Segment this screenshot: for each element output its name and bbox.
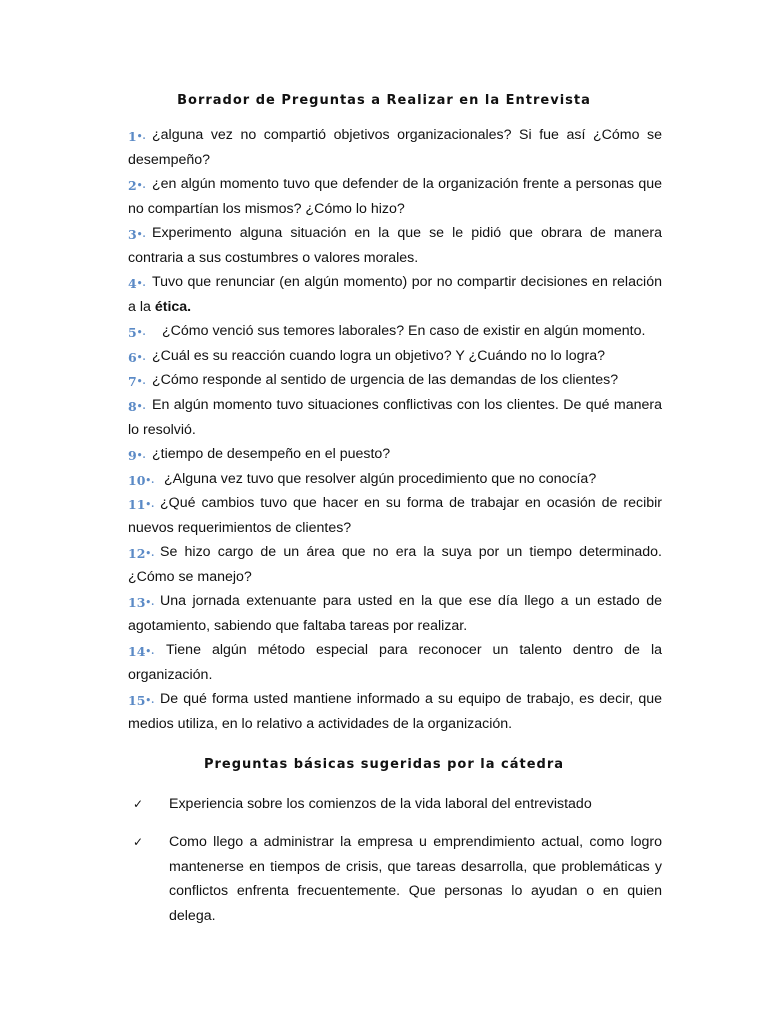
question-number: 6•. (128, 350, 146, 365)
checklist-item (133, 830, 662, 928)
question-number: 1•. (128, 129, 146, 144)
question-item (128, 638, 662, 687)
question-number: 9•. (128, 448, 146, 463)
question-item (128, 123, 662, 172)
checklist-item (133, 792, 662, 817)
question-number: 13•. (128, 595, 155, 610)
question-item (128, 172, 662, 221)
question-item (128, 221, 662, 270)
bold-word: ética. (154, 298, 192, 315)
question-text: Una jornada extenuante para usted en la que ese día llego a un estado de agotamiento, sabiendo que faltaba tareas por realizar. (128, 593, 662, 634)
question-item (128, 467, 662, 492)
question-text: Tiene algún método especial para reconocer un talento dentro de la organización. (128, 642, 662, 683)
question-text: Tuvo que renunciar (en algún momento) por no compartir decisiones en relación a la ética. (128, 274, 662, 315)
question-text: ¿Cómo responde al sentido de urgencia de las demandas de los clientes? (152, 372, 619, 388)
question-item (128, 319, 662, 344)
question-number: 7•. (128, 374, 146, 389)
question-item (128, 270, 662, 319)
question-text: De qué forma usted mantiene informado a su equipo de trabajo, es decir, que medios utiliza, en lo relativo a actividades de la organización. (128, 691, 662, 732)
question-number: 15•. (128, 693, 155, 708)
question-number: 11•. (128, 497, 155, 512)
question-number: 2•. (128, 178, 146, 193)
question-item (128, 589, 662, 638)
section-title: Preguntas básicas sugeridas por la cátedra (203, 757, 565, 772)
question-number: 4•. (128, 276, 146, 291)
question-text: ¿alguna vez no compartió objetivos organizacionales? Si fue así ¿Cómo se desempeño? (128, 127, 662, 168)
question-text: Experimento alguna situación en la que se le pidió que obrara de manera contraria a sus costumbres o valores morales. (128, 225, 662, 266)
question-text: ¿tiempo de desempeño en el puesto? (152, 446, 391, 462)
checkmark-icon: ✓ (133, 835, 144, 849)
question-item (128, 442, 662, 467)
question-text: ¿Cuál es su reacción cuando logra un objetivo? Y ¿Cuándo no lo logra? (152, 348, 605, 364)
question-text: ¿en algún momento tuvo que defender de la organización frente a personas que no compartían los mismos? ¿Cómo lo hizo? (128, 176, 662, 217)
question-number: 3•. (128, 227, 146, 242)
question-text: ¿Qué cambios tuvo que hacer en su forma de trabajar en ocasión de recibir nuevos requerimientos de clientes? (128, 495, 662, 536)
question-number: 5•. (128, 325, 146, 340)
question-text: En algún momento tuvo situaciones conflictivas con los clientes. De qué manera lo resolvió. (128, 397, 662, 438)
question-text: Se hizo cargo de un área que no era la suya por un tiempo determinado. ¿Cómo se manejo? (128, 544, 662, 585)
question-item (128, 393, 662, 442)
question-item (128, 368, 662, 393)
question-text: ¿Alguna vez tuvo que resolver algún procedimiento que no conocía? (164, 471, 597, 487)
checklist-text: Experiencia sobre los comienzos de la vida laboral del entrevistado (169, 796, 592, 812)
question-number: 12•. (128, 546, 155, 561)
question-item (128, 491, 662, 540)
question-text: ¿Cómo venció sus temores laborales? En caso de existir en algún momento. (162, 323, 646, 339)
question-number: 14•. (128, 644, 155, 659)
question-number: 8•. (128, 399, 146, 414)
question-item (128, 540, 662, 589)
document-title: Borrador de Preguntas a Realizar en la Entrevista (177, 93, 591, 108)
question-item (128, 687, 662, 736)
question-item (128, 344, 662, 369)
question-number: 10•. (128, 473, 155, 488)
checkmark-icon: ✓ (133, 797, 144, 811)
checklist-text: Como llego a administrar la empresa u emprendimiento actual, como logro mantenerse en tiempos de crisis, que tareas desarrolla, que problemáticas y conflictos enfrenta frecuentemente. Que personas lo ayudan o en quien delega. (169, 834, 662, 924)
